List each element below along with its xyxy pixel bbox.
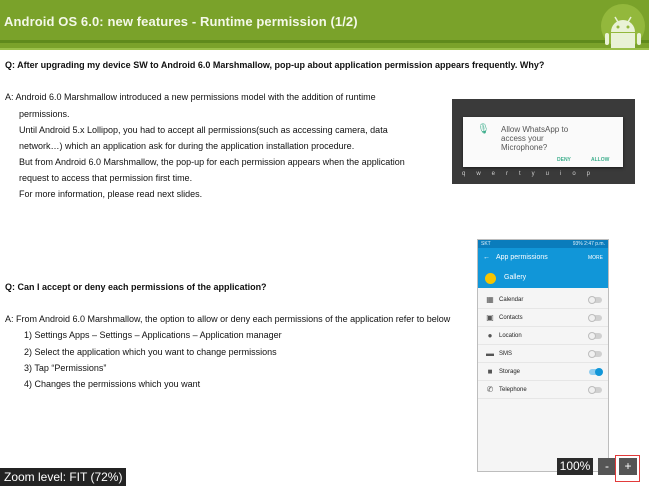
- gallery-app-icon: [485, 273, 496, 284]
- location-icon: ●: [487, 331, 493, 340]
- dialog-message-line: Allow WhatsApp to: [501, 125, 569, 134]
- answer-2-step: 2) Select the application which you want to change permissions: [24, 347, 277, 357]
- permission-toggle: [589, 315, 602, 321]
- permission-label: Calendar: [499, 297, 524, 303]
- answer-1-line: Until Android 5.x Lollipop, you had to accept all permissions(such as accessing camera, data: [19, 125, 388, 135]
- zoom-level-label: Zoom level: FIT (72%): [0, 468, 126, 486]
- zoom-out-button[interactable]: -: [598, 458, 616, 475]
- contacts-icon: ▣: [486, 313, 494, 322]
- question-2: Q: Can I accept or deny each permissions of the application?: [5, 282, 267, 292]
- answer-2-step: 4) Changes the permissions which you want: [24, 379, 201, 389]
- permission-row-contacts: [478, 309, 608, 327]
- dialog-message-line: Microphone?: [501, 143, 548, 152]
- zoom-percent-button[interactable]: 100%: [557, 458, 593, 475]
- permission-label: Storage: [499, 369, 521, 375]
- app-header: [478, 268, 608, 288]
- answer-2-step: 3) Tap “Permissions”: [24, 363, 107, 373]
- permission-label: Contacts: [499, 315, 523, 321]
- permission-row-sms: [478, 345, 608, 363]
- calendar-icon: ▦: [486, 295, 494, 304]
- telephone-icon: ✆: [486, 385, 494, 394]
- dialog-message-line: access your: [501, 134, 544, 143]
- answer-1-line: A: Android 6.0 Marshmallow introduced a new permissions model with the addition of runtime: [5, 92, 376, 102]
- permission-toggle: [589, 297, 602, 303]
- header-divider: [0, 40, 649, 43]
- allow-button: ALLOW: [591, 157, 610, 163]
- answer-1-line: permissions.: [19, 109, 70, 119]
- android-logo-icon: [600, 2, 646, 48]
- permission-toggle: [589, 369, 602, 375]
- status-bar: [478, 240, 608, 248]
- permission-toggle: [589, 387, 602, 393]
- status-carrier: SKT: [481, 241, 491, 247]
- answer-1-line: But from Android 6.0 Marshmallow, the pop-up for each permission appears when the application: [19, 157, 405, 167]
- deny-button: DENY: [557, 157, 571, 163]
- slide-header: [0, 0, 649, 48]
- sms-icon: ▬: [486, 349, 494, 358]
- storage-icon: ■: [487, 367, 493, 376]
- app-bar-title: App permissions: [496, 254, 548, 261]
- app-name: Gallery: [504, 274, 527, 281]
- permission-toggle: [589, 333, 602, 339]
- header-underline: [0, 48, 649, 50]
- keyboard-row: qwertyuiop: [462, 171, 602, 177]
- permission-dialog-screenshot: [452, 99, 635, 184]
- microphone-icon: 🎙: [477, 124, 490, 135]
- question-1: Q: After upgrading my device SW to Android 6.0 Marshmallow, pop-up about application permission appears frequently. Why?: [5, 60, 545, 70]
- answer-1-line: request to access that permission first time.: [19, 173, 193, 183]
- permission-row-location: [478, 327, 608, 345]
- zoom-in-button[interactable]: +: [619, 458, 637, 475]
- permission-label: Telephone: [499, 387, 527, 393]
- app-permissions-screenshot: [477, 239, 609, 472]
- answer-2-line: A: From Android 6.0 Marshmallow, the option to allow or deny each permissions of the application refer to below: [5, 314, 451, 324]
- back-arrow-icon: ←: [483, 254, 490, 261]
- app-bar: [478, 248, 608, 268]
- permission-row-storage: [478, 363, 608, 381]
- zoom-in-highlight: [615, 455, 640, 482]
- slide-title: Android OS 6.0: new features - Runtime permission (1/2): [4, 14, 358, 29]
- permission-row-telephone: [478, 381, 608, 399]
- status-battery-time: 93% 2:47 p.m.: [572, 241, 605, 247]
- more-button: MORE: [588, 255, 603, 261]
- permission-toggle: [589, 351, 602, 357]
- permission-label: Location: [499, 333, 522, 339]
- answer-2-step: 1) Settings Apps – Settings – Applications – Application manager: [24, 330, 282, 340]
- answer-1-line: network…) which an application ask for during the application installation procedure.: [19, 141, 355, 151]
- dialog-message: [501, 125, 568, 152]
- permission-row-calendar: [478, 291, 608, 309]
- answer-1-line: For more information, please read next slides.: [19, 189, 203, 199]
- permission-label: SMS: [499, 351, 513, 357]
